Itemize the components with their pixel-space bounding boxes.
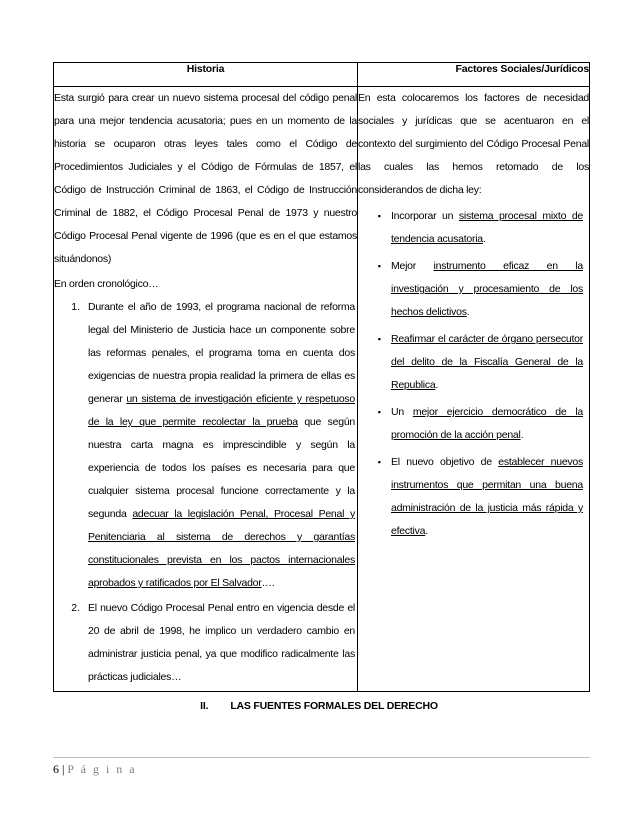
list-item-text xyxy=(391,205,589,251)
footer-separator: | xyxy=(62,762,65,776)
text-run: . xyxy=(482,233,486,245)
footer-divider xyxy=(53,757,590,758)
page-word: P á g i n a xyxy=(67,762,137,776)
text-run: Un xyxy=(391,406,413,418)
square-bullet-icon: ▪ xyxy=(377,261,381,271)
list-item-text xyxy=(391,328,589,397)
list-number: 2. xyxy=(71,602,80,614)
section-title: LAS FUENTES FORMALES DEL DERECHO xyxy=(230,700,438,712)
text-run: Mejor xyxy=(391,260,434,272)
text-run: Incorporar un xyxy=(391,210,459,222)
underlined-text: un sistema de investigación eficiente y respetuoso de la ley que permite recolectar la prueba xyxy=(88,393,356,428)
list-number: 1. xyxy=(71,301,80,313)
page-number: 6 xyxy=(53,762,59,776)
section-heading xyxy=(0,700,638,712)
text-run: Durante el año de 1993, el programa nacional de reforma legal del Ministerio de Justicia hace un componente sobre las reformas penales, el programa toma en cuenta dos exigencias de nuestra propia realidad la primera de ellas es generar xyxy=(88,301,355,405)
page-footer xyxy=(53,762,137,777)
underlined-text: sistema procesal mixto de tendencia acusatoria xyxy=(391,210,583,245)
header-historia: Historia xyxy=(54,63,358,87)
underlined-text: adecuar la legislación Penal, Procesal Penal y Penitenciaria al sistema de derechos y garantías constitucionales prevista en los pactos internacionales aprobados y ratificados por El Salvador xyxy=(88,508,355,589)
underlined-text: instrumento eficaz en la investigación y procesamiento de los hechos delictivos xyxy=(391,260,583,318)
factores-intro: En esta colocaremos los factores de necesidad sociales y jurídicas que se acentuaron en el contexto del surgimiento del Código Procesal Penal las cuales las hemos retomado de los considerandos de dicha ley: xyxy=(358,92,589,196)
historia-cell xyxy=(54,87,358,692)
list-item-text xyxy=(391,401,589,447)
header-factores: Factores Sociales/Jurídicos xyxy=(358,63,590,87)
text-run: . xyxy=(425,525,428,537)
table-header-row xyxy=(54,63,590,87)
chronology-list xyxy=(54,296,357,689)
text-run: . xyxy=(520,429,524,441)
factores-cell xyxy=(358,87,590,692)
text-run: El nuevo objetivo de xyxy=(391,456,499,468)
list-item-text xyxy=(391,255,589,324)
list-item xyxy=(358,401,589,447)
underlined-text: mejor ejercicio democrático de la promoción de la acción penal xyxy=(391,406,583,441)
underlined-text: establecer nuevos instrumentos que permitan una buena administración de la justicia más rápida y efectiva xyxy=(391,456,583,537)
underlined-text: Reafirmar el carácter de órgano persecutor del delito de la Fiscalía General de la Republica xyxy=(391,333,583,391)
text-run: . xyxy=(466,306,470,318)
list-item xyxy=(54,597,357,689)
square-bullet-icon: ▪ xyxy=(377,457,381,467)
square-bullet-icon: ▪ xyxy=(377,407,381,417)
text-run: …. xyxy=(261,577,275,589)
square-bullet-icon: ▪ xyxy=(377,334,381,344)
historia-intro: Esta surgió para crear un nuevo sistema procesal del código penal para una mejor tendencia acusatoria; pues en un momento de la historia se ocuparon otras leyes tales como el Código de Procedimientos Judiciales y el Código de Fórmulas de 1857, el Código de Instrucción Criminal de 1863, el Código de Instrucción Criminal de 1882, el Código Procesal Penal de 1973 y nuestro Código Procesal Penal vigente de 1996 (que es en el que estamos situándonos) xyxy=(54,92,357,265)
text-run: . xyxy=(435,379,439,391)
list-item xyxy=(358,205,589,251)
square-bullet-icon: ▪ xyxy=(377,211,381,221)
list-item xyxy=(358,328,589,397)
factors-list xyxy=(358,205,589,543)
history-factors-table xyxy=(53,62,590,692)
list-item-text xyxy=(391,451,589,543)
list-item xyxy=(358,451,589,543)
list-item xyxy=(358,255,589,324)
list-item xyxy=(54,296,357,595)
list-item-text: El nuevo Código Procesal Penal entro en vigencia desde el 20 de abril de 1998, he implico un verdadero cambio en administrar justicia penal, ya que modifico radicalmente las prácticas judiciales… xyxy=(88,602,355,683)
table-body-row xyxy=(54,87,590,692)
text-run: que según nuestra carta magna es imprescindible y según la experiencia de todos los países es necesaria para que cualquier sistema procesal funcione correctamente y la segunda xyxy=(88,416,355,520)
cronologico-label: En orden cronológico… xyxy=(54,278,159,290)
section-number: II. xyxy=(200,700,209,712)
list-item-text xyxy=(88,296,357,595)
